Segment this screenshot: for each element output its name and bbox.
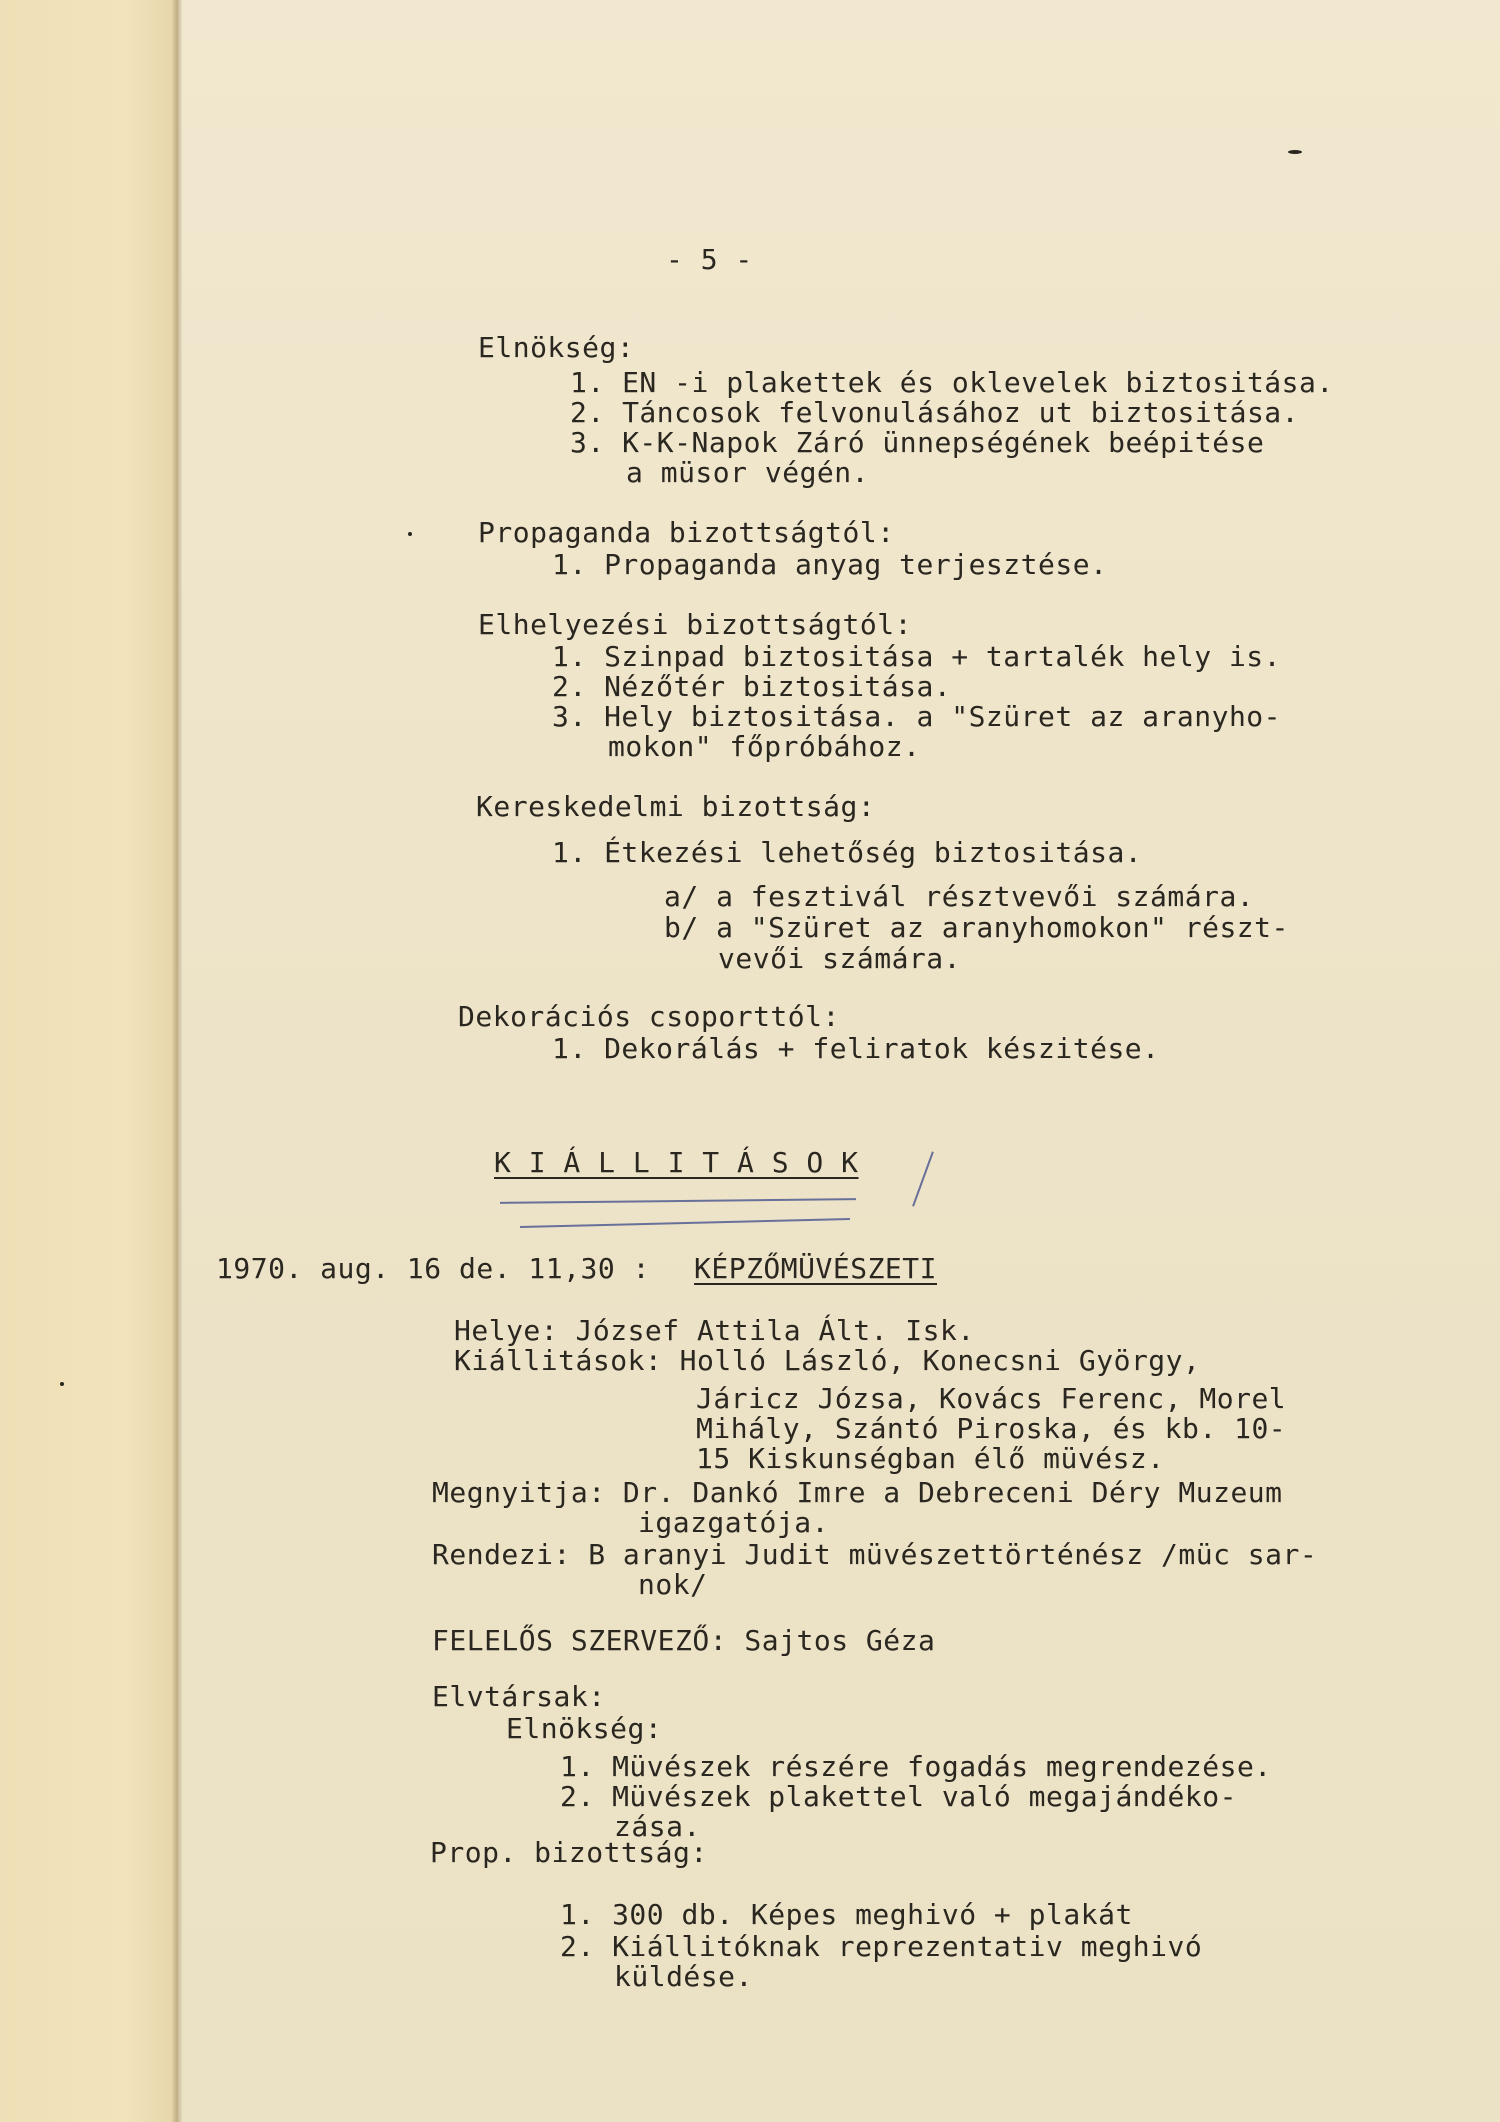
responsible-organizer: FELELŐS SZERVEZŐ: Sajtos Géza bbox=[432, 1624, 936, 1657]
exhibitors-line: 15 Kiskunségban élő müvész. bbox=[696, 1442, 1165, 1475]
paper-speck bbox=[60, 1382, 64, 1386]
page-fold bbox=[172, 0, 182, 2122]
placement-item: mokon" főpróbához. bbox=[608, 730, 921, 763]
decoration-item: 1. Dekorálás + feliratok készitése. bbox=[552, 1032, 1160, 1065]
placement-item: 2. Nézőtér biztositása. bbox=[552, 670, 952, 703]
exhibitors-line: Mihály, Szántó Piroska, és kb. 10- bbox=[696, 1412, 1287, 1445]
opener-line: Megnyitja: Dr. Dankó Imre a Debreceni Déry Muzeum bbox=[432, 1476, 1283, 1509]
paper-speck bbox=[1288, 150, 1302, 154]
section-heading-propaganda: Propaganda bizottságtól: bbox=[478, 516, 895, 549]
presidium-task: 2. Müvészek plakettel való megajándéko- bbox=[560, 1780, 1237, 1813]
commerce-item: a/ a fesztivál résztvevői számára. bbox=[664, 880, 1255, 913]
event-datetime: 1970. aug. 16 de. 11,30 : bbox=[216, 1252, 650, 1285]
left-page-edge bbox=[0, 0, 178, 2122]
presidium-item: 2. Táncosok felvonulásához ut biztositása. bbox=[570, 396, 1300, 429]
section-heading-placement: Elhelyezési bizottságtól: bbox=[478, 608, 912, 641]
commerce-item: vevői számára. bbox=[718, 942, 962, 975]
section-heading-decoration: Dekorációs csoporttól: bbox=[458, 1000, 840, 1033]
page-number: - 5 - bbox=[666, 243, 753, 276]
opener-line: igazgatója. bbox=[638, 1506, 829, 1539]
placement-item: 1. Szinpad biztositása + tartalék hely is. bbox=[552, 640, 1282, 673]
placement-item: 3. Hely biztositása. a "Szüret az aranyho- bbox=[552, 700, 1282, 733]
comrades-heading: Elvtársak: bbox=[432, 1680, 606, 1713]
exhibitors-line: Kiállitások: Holló László, Konecsni György, bbox=[454, 1344, 1201, 1377]
exhibitors-line: Járicz Józsa, Kovács Ferenc, Morel bbox=[696, 1382, 1287, 1415]
prop-task: 2. Kiállitóknak reprezentativ meghivó bbox=[560, 1930, 1203, 1963]
section-heading-presidium: Elnökség: bbox=[478, 331, 635, 364]
commerce-item: 1. Étkezési lehetőség biztositása. bbox=[552, 836, 1143, 869]
commerce-item: b/ a "Szüret az aranyhomokon" részt- bbox=[664, 911, 1289, 944]
paper-speck bbox=[408, 532, 412, 536]
presidium-heading: Elnökség: bbox=[506, 1712, 663, 1745]
presidium-item: a müsor végén. bbox=[626, 456, 870, 489]
organizer-line: Rendezi: B aranyi Judit müvészettörténész /müc sar- bbox=[432, 1538, 1318, 1571]
event-place: Helye: József Attila Ált. Isk. bbox=[454, 1314, 975, 1347]
presidium-item: 3. K-K-Napok Záró ünnepségének beépitése bbox=[570, 426, 1265, 459]
exhibitions-title: K I Á L L I T Á S O K bbox=[494, 1146, 859, 1179]
presidium-item: 1. EN -i plakettek és oklevelek biztositása. bbox=[570, 366, 1334, 399]
prop-task: küldése. bbox=[614, 1960, 753, 1993]
presidium-task: 1. Müvészek részére fogadás megrendezése. bbox=[560, 1750, 1272, 1783]
prop-task: 1. 300 db. Képes meghivó + plakát bbox=[560, 1898, 1133, 1931]
propaganda-item: 1. Propaganda anyag terjesztése. bbox=[552, 548, 1108, 581]
presidium-task: zása. bbox=[614, 1810, 701, 1843]
event-type: KÉPZŐMÜVÉSZETI bbox=[694, 1252, 938, 1285]
organizer-line: nok/ bbox=[638, 1568, 708, 1601]
prop-committee-heading: Prop. bizottság: bbox=[430, 1836, 708, 1869]
section-heading-commerce: Kereskedelmi bizottság: bbox=[476, 790, 876, 823]
